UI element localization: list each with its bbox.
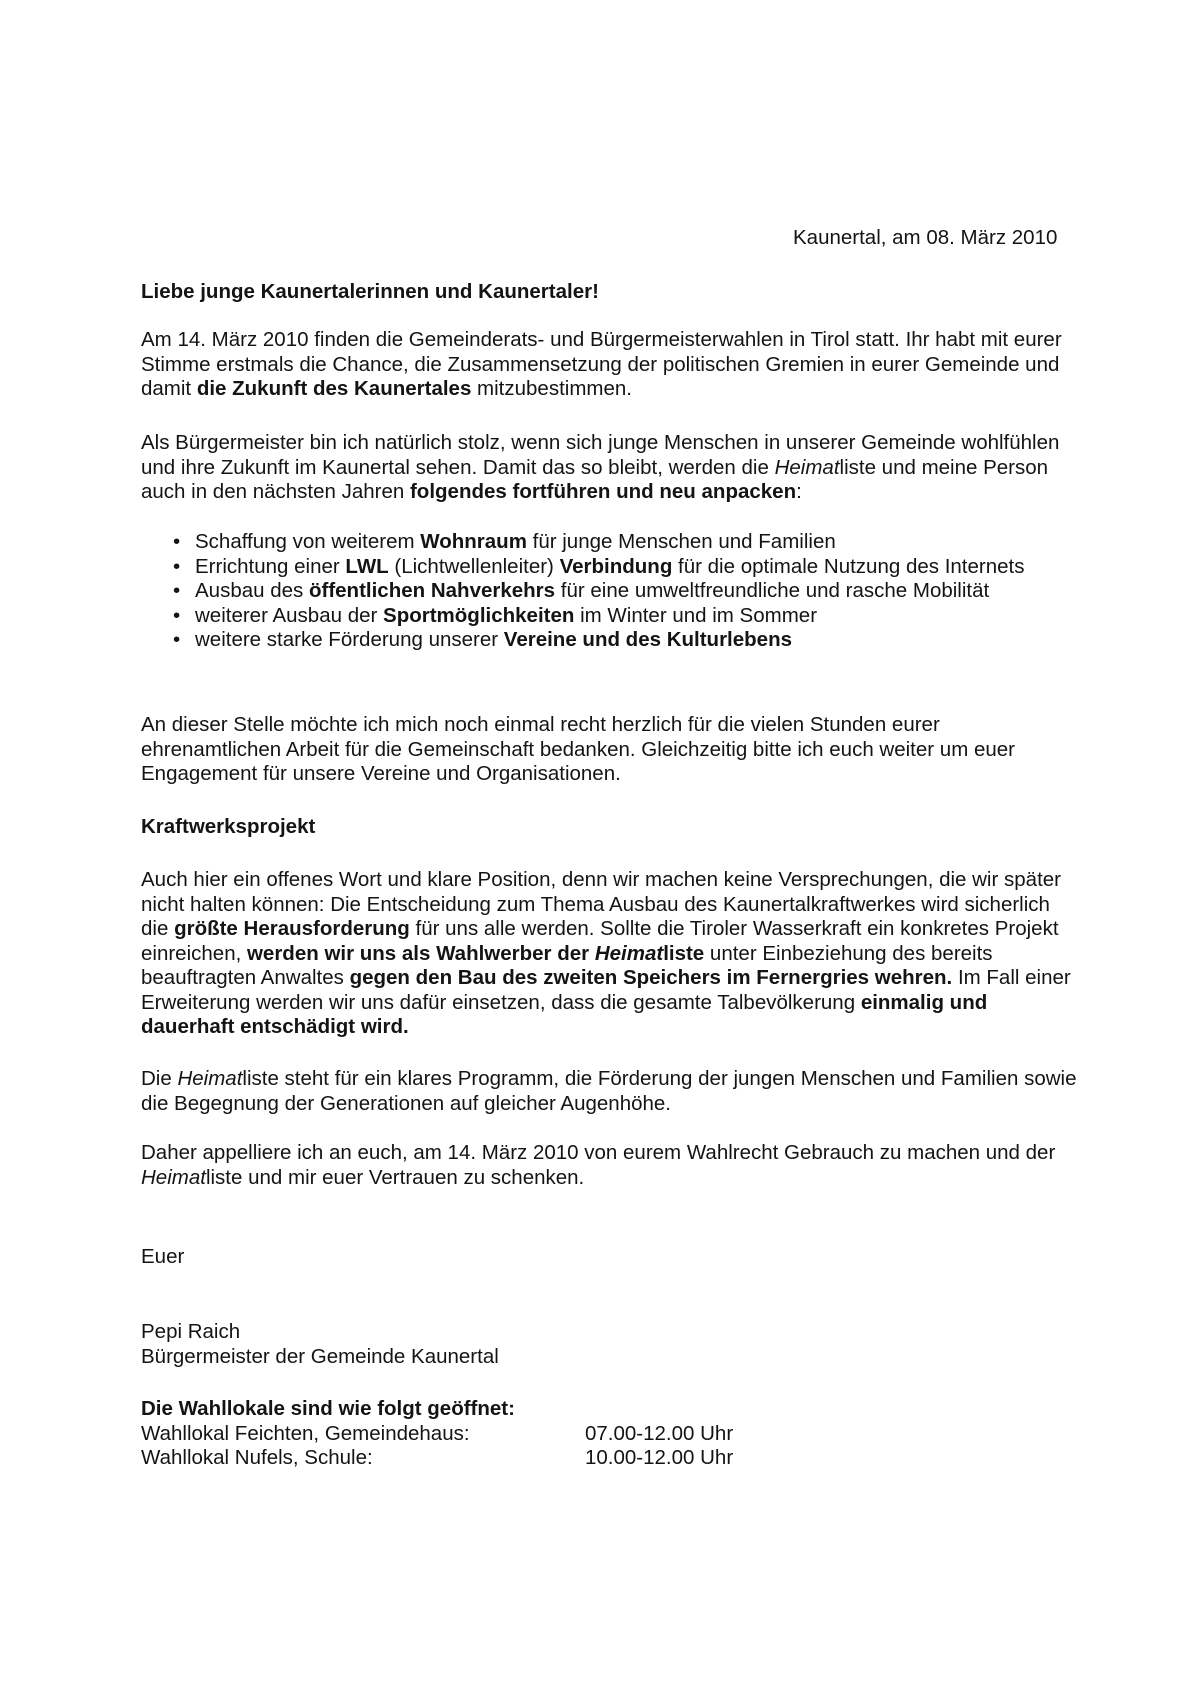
text-run: Schaffung von weiterem [195, 530, 421, 553]
paragraph-mayor [141, 431, 1081, 505]
bullet-icon: • [173, 554, 181, 578]
polling-hours: 10.00-12.00 Uhr [585, 1446, 734, 1469]
list-item [171, 604, 1071, 629]
closing: Euer [141, 1245, 185, 1268]
text-run-bold: Wohnraum [420, 530, 527, 553]
text-run: weiterer Ausbau der [195, 603, 384, 627]
list-item [171, 555, 1071, 580]
text-run-bold: die Zukunft des Kaunertales [196, 377, 472, 400]
text-run-bold: werden wir uns als Wahlwerber der [246, 941, 595, 965]
list-item [171, 579, 1071, 604]
text-run: weitere starke Förderung unserer [195, 628, 504, 651]
text-run: unter Einbeziehung des bereits beauftragten Anwaltes [141, 941, 993, 989]
bullet-icon: • [173, 603, 181, 627]
text-run: Auch hier ein offenes Wort und klare Position, denn wir machen keine Versprechungen, die wir später nicht halten können: Die Entscheidung zum Thema Ausbau des Kaunertalkraftwerkes wird sicherlich die [141, 868, 1061, 940]
paragraph-program [141, 1067, 1081, 1116]
text-run-bold: Vereine und des Kulturlebens [503, 628, 792, 651]
text-run-italic: Heimat [177, 1067, 243, 1090]
polling-location: Wahllokal Nufels, Schule: [141, 1446, 373, 1469]
bullet-icon: • [173, 530, 181, 553]
list-item [171, 530, 1071, 555]
paragraph-elections [141, 328, 1081, 402]
text-run: liste steht für ein klares Programm, die Förderung der jungen Menschen und Familien sowie die Begegnung der Generationen auf gleicher Augenhöhe. [141, 1067, 1077, 1115]
signer-title: Bürgermeister der Gemeinde Kaunertal [141, 1345, 499, 1368]
text-run: : [796, 480, 802, 503]
text-run: für eine umweltfreundliche und rasche Mobilität [555, 579, 990, 602]
text-run-bold: größte Herausforderung [174, 917, 410, 940]
text-run-italic: Heimat [774, 455, 840, 479]
text-run-italic: Heimat [141, 1165, 206, 1189]
polling-title: Die Wahllokale sind wie folgt geöffnet: [141, 1397, 515, 1420]
text-run-bold: folgendes fortführen und neu anpacken [409, 480, 797, 503]
text-run: im Winter und im Sommer [574, 603, 818, 627]
section-heading: Kraftwerksprojekt [141, 815, 316, 838]
text-run: mitzubestimmen. [471, 377, 632, 400]
text-run: (Lichtwellenleiter) [388, 554, 560, 578]
text-run: Errichtung einer [195, 554, 346, 578]
text-run: Als Bürgermeister bin ich natürlich stolz, wenn sich junge Menschen in unserer Gemeinde wohlfühlen und ihre Zukunft im Kaunertal sehen. Damit das so bleibt, werden die [141, 431, 1060, 479]
text-run: Die [141, 1067, 178, 1090]
text-run-bold: einmalig und dauerhaft entschädigt wird. [141, 990, 988, 1038]
text-run: für uns alle werden. Sollte die Tiroler Wasserkraft ein konkretes Projekt einreichen, [141, 917, 1059, 965]
text-run: liste und meine Person auch in den nächsten Jahren [141, 455, 1049, 503]
polling-location: Wahllokal Feichten, Gemeindehaus: [141, 1421, 470, 1445]
signer-name: Pepi Raich [141, 1320, 241, 1343]
text-run: Am 14. März 2010 finden die Gemeinderats- und Bürgermeisterwahlen in Tirol statt. Ihr habt mit eurer Stimme erstmals die Chance, die Zusammensetzung der politischen Gremien in eurer Gemeinde und damit [141, 328, 1062, 400]
paragraph-appeal [141, 1141, 1081, 1190]
text-run-bold: gegen den Bau des zweiten Speichers im Fernergries wehren. [349, 966, 953, 989]
text-run-bold: Verbindung [559, 554, 673, 578]
text-run: für die optimale Nutzung des Internets [672, 554, 1025, 578]
salutation: Liebe junge Kaunertalerinnen und Kaunertaler! [141, 280, 599, 303]
text-run: Ausbau des [195, 579, 309, 602]
polling-hours: 07.00-12.00 Uhr [585, 1421, 734, 1445]
paragraph-powerplant [141, 868, 1081, 1040]
table-row [141, 1446, 841, 1471]
text-run-bold: liste [663, 941, 705, 965]
letter-date: Kaunertal, am 08. März 2010 [793, 226, 1058, 249]
text-run: Im Fall einer Erweiterung werden wir uns dafür einsetzen, dass die gesamte Talbevölkerung [141, 966, 1071, 1014]
polling-stations [141, 1397, 841, 1471]
text-run-bold: LWL [345, 554, 389, 578]
text-run: für junge Menschen und Familien [526, 530, 836, 553]
bullet-icon: • [173, 579, 181, 602]
text-run-bold: Sportmöglichkeiten [383, 603, 575, 627]
text-run-bold: öffentlichen Nahverkehrs [308, 579, 556, 602]
goals-list [171, 530, 1071, 653]
text-run-bold-italic: Heimat [594, 941, 664, 965]
list-item [171, 628, 1071, 653]
paragraph-thanks: An dieser Stelle möchte ich mich noch einmal recht herzlich für die vielen Stunden eurer ehrenamtlichen Arbeit für die Gemeinschaft bedanken. Gleichzeitig bitte ich euch weiter um euer Engagement für unsere Vereine und Organisationen. [141, 713, 1016, 785]
table-row [141, 1422, 841, 1447]
text-run: liste und mir euer Vertrauen zu schenken. [205, 1165, 585, 1189]
bullet-icon: • [173, 628, 181, 651]
text-run: Daher appelliere ich an euch, am 14. März 2010 von eurem Wahlrecht Gebrauch zu machen und der [141, 1141, 1056, 1164]
